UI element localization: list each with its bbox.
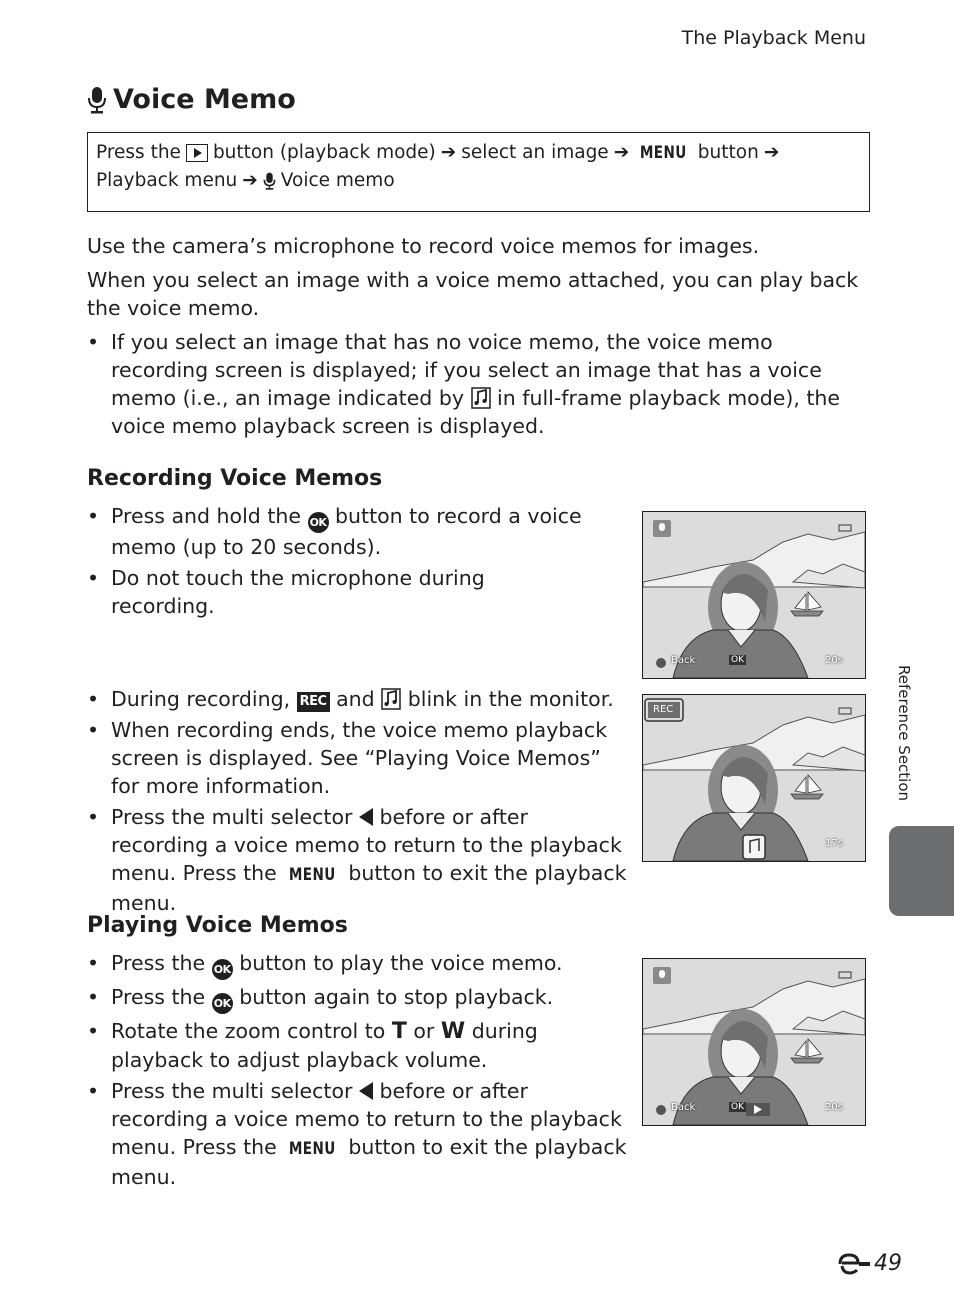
back-label: Back <box>671 655 696 666</box>
rec-indicator: REC <box>653 704 674 715</box>
camera-screen-playback <box>642 958 866 1126</box>
playback-button-icon <box>186 144 208 162</box>
ok-symbol: OK <box>731 1102 744 1112</box>
arrow-right-icon: ➔ <box>242 170 258 191</box>
bullet-text: button to exit the playback menu. <box>111 1135 627 1189</box>
bullet-text: and <box>336 687 375 711</box>
voice-memo-icon <box>381 688 401 710</box>
camera-screen-rec-active <box>642 694 866 862</box>
zoom-wide-symbol: W <box>440 1019 466 1044</box>
bullet-text: Press the multi selector <box>111 805 353 829</box>
list-item <box>87 716 627 800</box>
bullet-text: Rotate the zoom control to <box>111 1019 386 1043</box>
bullet-text: Do not touch the microphone during recording. <box>111 566 485 618</box>
path-playback-menu: Playback menu <box>96 170 238 191</box>
bullet-text: Press the multi selector <box>111 1079 353 1103</box>
bullet-text: Press and hold the <box>111 504 301 528</box>
list-item <box>87 1017 627 1074</box>
menu-button-symbol: MENU <box>289 1139 336 1159</box>
page-title <box>87 84 296 115</box>
intro-bullets <box>87 328 867 443</box>
bullet-text: button to play the voice memo. <box>239 951 563 975</box>
menu-button-symbol: MENU <box>289 865 336 885</box>
list-item <box>87 685 627 713</box>
microphone-icon <box>263 172 276 190</box>
time-remaining: 20s <box>825 1102 843 1113</box>
screen-illustration <box>643 695 865 861</box>
rec-icon: REC <box>297 692 330 712</box>
intro-paragraph-2: When you select an image with a voice memo attached, you can play back the voice memo. <box>87 268 859 320</box>
playing-bullets <box>87 949 627 1194</box>
path-select-image: select an image <box>461 142 609 163</box>
list-item <box>87 502 587 561</box>
ok-symbol: OK <box>731 655 744 665</box>
side-section-label: Reference Section <box>895 665 913 802</box>
recording-bullets-2 <box>87 685 627 920</box>
list-item <box>87 983 627 1014</box>
bullet-text: blink in the monitor. <box>407 687 614 711</box>
list-item <box>87 803 627 917</box>
path-button: button <box>697 142 759 163</box>
arrow-right-icon: ➔ <box>440 142 457 163</box>
page-number <box>838 1251 902 1276</box>
running-header: The Playback Menu <box>681 27 866 49</box>
bullet-text: or <box>413 1019 435 1043</box>
menu-path-box <box>87 132 870 212</box>
list-item <box>87 1077 627 1191</box>
microphone-icon <box>87 86 107 114</box>
list-item <box>87 949 627 980</box>
bullet-text: If you select an image that has no voice memo, the voice memo recording screen is displayed; if you select an image that has a voice memo (i.e., an image indicated by <box>111 330 822 410</box>
page-number-text: 49 <box>874 1251 902 1276</box>
list-item <box>87 328 867 440</box>
zoom-tele-symbol: T <box>391 1019 407 1044</box>
bullet-text: button again to stop playback. <box>239 985 554 1009</box>
voice-memo-icon <box>471 387 491 409</box>
screen-illustration <box>643 959 865 1125</box>
section-tab <box>889 826 954 916</box>
bullet-text: During recording, <box>111 687 291 711</box>
screen-illustration <box>643 512 865 678</box>
time-remaining: 20s <box>825 655 843 666</box>
arrow-right-icon: ➔ <box>763 142 780 163</box>
bullet-text: during playback to adjust playback volume. <box>111 1019 538 1072</box>
ok-button-icon: OK <box>212 993 233 1014</box>
multi-selector-left-icon <box>359 808 373 826</box>
ok-button-icon: OK <box>212 959 233 980</box>
path-press: Press the <box>96 142 181 163</box>
recording-bullets-1 <box>87 502 587 623</box>
intro-paragraph-1: Use the camera’s microphone to record voice memos for images. <box>87 234 760 258</box>
bullet-text: When recording ends, the voice memo playback screen is displayed. See “Playing Voice Memos” for more information. <box>111 718 608 798</box>
bullet-text: Press the <box>111 951 206 975</box>
list-item <box>87 564 587 620</box>
arrow-right-icon: ➔ <box>613 142 630 163</box>
menu-path-line-1 <box>96 139 861 167</box>
time-remaining: 17s <box>825 838 843 849</box>
bullet-text: Press the <box>111 985 206 1009</box>
path-playback-mode: button (playback mode) <box>212 142 436 163</box>
bullet-text: before or after recording a voice memo to return to the playback menu. Press the <box>111 805 622 885</box>
back-label: Back <box>671 1102 696 1113</box>
section-heading-playing: Playing Voice Memos <box>87 913 348 938</box>
ok-button-icon: OK <box>308 512 329 533</box>
multi-selector-left-icon <box>359 1082 373 1100</box>
bullet-text: before or after recording a voice memo to return to the playback menu. Press the <box>111 1079 622 1159</box>
section-heading-recording: Recording Voice Memos <box>87 466 383 491</box>
page-title-text: Voice Memo <box>113 84 296 115</box>
bullet-text: in full-frame playback mode), the voice memo playback screen is displayed. <box>111 386 841 438</box>
path-voice-memo: Voice memo <box>280 170 395 191</box>
menu-path-line-2 <box>96 167 861 195</box>
camera-screen-recording <box>642 511 866 679</box>
bullet-text: button to exit the playback menu. <box>111 861 627 915</box>
e-reference-icon <box>838 1253 872 1275</box>
menu-button-symbol: MENU <box>640 143 687 163</box>
bullet-text: button to record a voice memo (up to 20 seconds). <box>111 504 582 559</box>
